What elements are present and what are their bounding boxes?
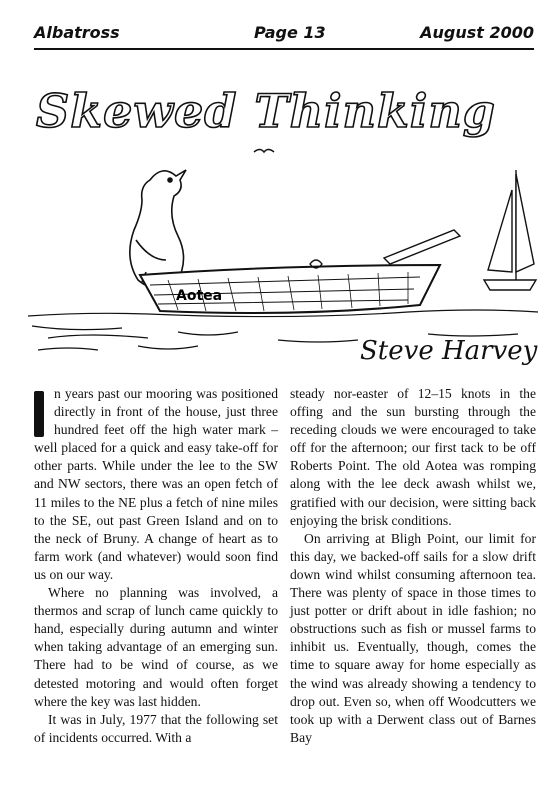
issue-date: August 2000 (420, 23, 534, 42)
boat-aotea-icon (140, 230, 460, 313)
page-number: Page 13 (254, 23, 326, 42)
paragraph: n years past our mooring was positioned directly in front of the house, just three hundred feet off the high water mark – well placed for a quick and easy take-off for other parts. While under the lee to the SW and NW sectors, there was an open fetch of 11 miles to the NE plus a fetch of nine miles to the SE, out past Green Island and on to the neck of Bruny. A change of heart as to farm work (and whatever) would soon find us on our way. (34, 386, 278, 582)
publication-name: Albatross (34, 23, 120, 42)
article-title: Skewed Thinking (36, 84, 496, 138)
drop-cap-i (34, 391, 44, 437)
page-header (34, 22, 534, 50)
paragraph: Where no planning was involved, a thermos and scrap of lunch came quickly to hand, especially during autumn and winter when taking advantage of an emerging sun. There had to be wind of course, as we detested motoring and would often forget where the key was last hidden. (34, 585, 278, 709)
paragraph: On arriving at Bligh Point, our limit for this day, we backed-off sails for a slow drift down wind whilst consuming afternoon tea. There was plenty of space in those times to just potter or drift about in idle fashion; no obstructions such as fish or mussel farms to inhibit us. Eventually, though, comes the time to square away for home especially as the wind was already showing a tendency to drop out. Even so, when off Woodcutters we took up with a Derwent class out of Barnes Bay (290, 530, 536, 745)
article-column-left (34, 385, 278, 747)
author-signature: Steve Harvey (360, 336, 538, 366)
hull-name: Aotea (176, 288, 223, 304)
yacht-icon (484, 170, 536, 290)
paragraph: It was in July, 1977 that the following set of incidents occurred. With a (34, 711, 278, 745)
albatross-icon (130, 170, 186, 288)
paragraph: steady nor-easter of 12–15 knots in the offing and the sun bursting through the receding clouds we were encouraged to take off for the afternoon; our first tack to be off Roberts Point. The old Aotea was romping along with the lee deck awash whilst we, gratified with our decision, were sitting back enjoying the brisk conditions. (290, 386, 536, 528)
flying-gull-icon (254, 150, 274, 153)
article-column-right (290, 385, 536, 747)
